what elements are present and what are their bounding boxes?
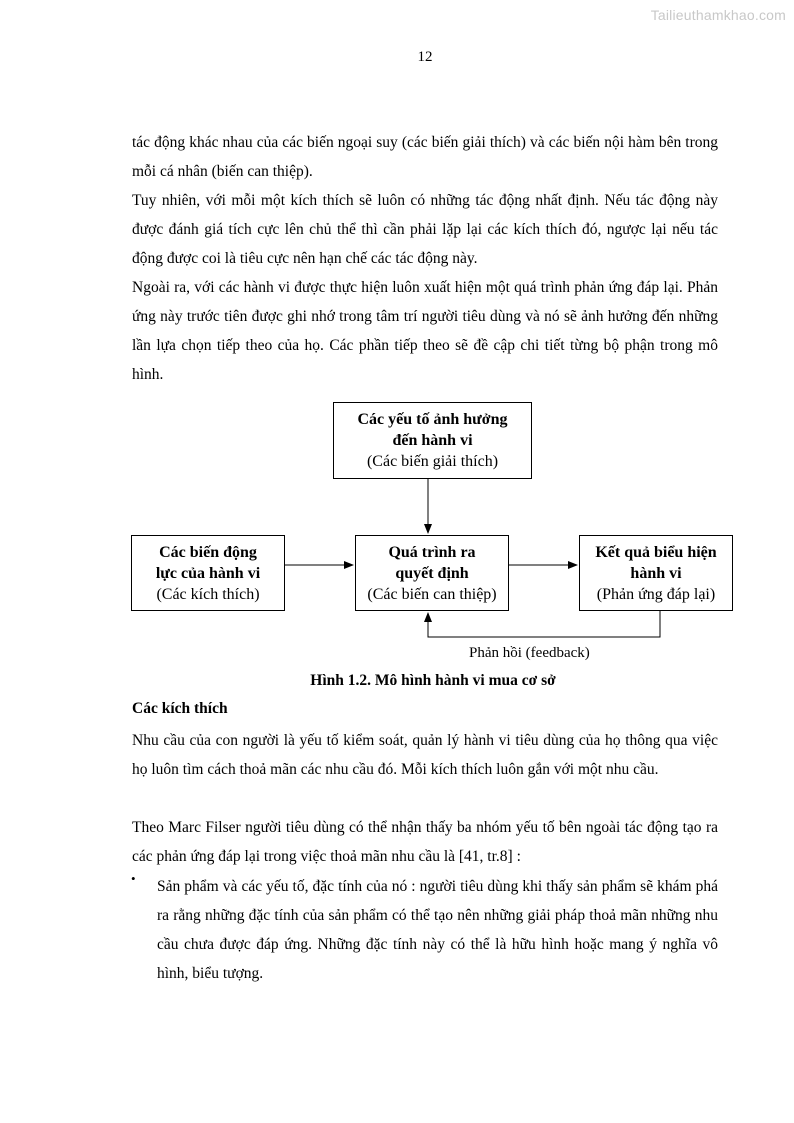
figure-caption: Hình 1.2. Mô hình hành vi mua cơ sở xyxy=(310,672,556,689)
box-title-line1: Các biến động xyxy=(159,543,257,561)
box-title-line2: lực của hành vi xyxy=(155,564,261,582)
paragraph-marc-filser: Theo Marc Filser người tiêu dùng có thể nhận thấy ba nhóm yếu tố bên ngoài tác động tạo ra các phản ứng đáp lại trong việc thoả mãn nhu cầu là [41, tr.8] : xyxy=(132,819,718,865)
box-subtitle: (Các biến giải thích) xyxy=(366,453,499,470)
bullet-marker: • xyxy=(131,871,136,886)
paragraph-response: Ngoài ra, với các hành vi được thực hiện luôn xuất hiện một quá trình phản ứng đáp lại. Phản ứng này trước tiên được ghi nhớ trong tâm trí người tiêu dùng và nó sẽ ảnh hưởng đến những lần lựa chọn tiếp theo của họ. Các phần tiếp theo sẽ đề cập chi tiết từng bộ phận trong mô hình. xyxy=(132,279,718,383)
box-title-line2: đến hành vi xyxy=(392,432,473,449)
section-heading: Các kích thích xyxy=(132,700,228,717)
feedback-label: Phản hồi (feedback) xyxy=(469,645,590,661)
paragraph-needs: Nhu cầu của con người là yếu tố kiểm soát, quản lý hành vi tiêu dùng của họ thông qua việc họ luôn tìm cách thoả mãn các nhu cầu đó. Mỗi kích thích luôn gắn với một nhu cầu. xyxy=(132,732,718,778)
watermark: Tailieuthamkhao.com xyxy=(650,7,786,23)
paragraph-intro: tác động khác nhau của các biến ngoại suy (các biến giải thích) và các biến nội hàm bên trong mỗi cá nhân (biến can thiệp). xyxy=(132,134,718,180)
bullet-item-product: Sản phẩm và các yếu tố, đặc tính của nó : người tiêu dùng khi thấy sản phẩm sẽ khám phá ra rằng những đặc tính của sản phẩm có thể tạo nên những giải pháp thoả mãn những nhu cầu chưa được đáp ứng. Những đặc tính này có thể là hữu hình hoặc mang ý nghĩa vô hình, biểu tượng. xyxy=(157,878,718,982)
arrow-feedback-loop xyxy=(428,611,660,637)
box-title-line2: hành vi xyxy=(630,564,682,582)
page-number: 12 xyxy=(417,49,433,65)
box-subtitle: (Phản ứng đáp lại) xyxy=(596,585,716,603)
box-title-line1: Quá trình ra xyxy=(388,543,476,561)
box-title-line1: Các yếu tố ảnh hưởng xyxy=(357,411,508,428)
box-subtitle: (Các biến can thiệp) xyxy=(367,585,497,603)
paragraph-stimulus-effect: Tuy nhiên, với mỗi một kích thích sẽ luôn có những tác động nhất định. Nếu tác động này được đánh giá tích cực lên chủ thể thì cần phải lặp lại các kích thích đó, ngược lại nếu tác động được coi là tiêu cực nên hạn chế các tác động này. xyxy=(132,192,718,267)
box-title-line1: Kết quả biểu hiện xyxy=(595,543,717,561)
box-title-line2: quyết định xyxy=(395,564,469,582)
box-subtitle: (Các kích thích) xyxy=(156,585,260,603)
